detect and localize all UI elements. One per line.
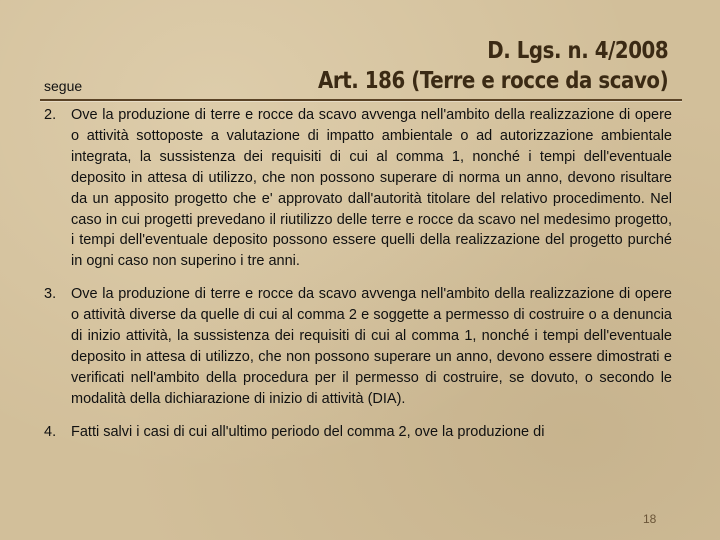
item-number: 2. <box>44 107 57 123</box>
item-text: Ove la produzione di terre e rocce da scavo avvenga nell'ambito della realizzazione di opere o attività sottoposte a valutazione di impatto ambientale o ad autorizzazione ambientale integrata, la sussistenza dei requisiti di cui al comma 1, nonché i tempi dell'eventuale deposito in attesa di utilizzo, che non possono superare di norma un anno, devono risultare da un apposito progetto che e' approvato dall'autorità titolare del relativo procedimento. Nel caso in cui progetti prevedano il riutilizzo delle terre e rocce da scavo nel medesimo progetto, i tempi dell'eventuale deposito possono essere quelli della realizzazione del progetto purché in ogni caso non superino i tre anni. <box>71 107 672 270</box>
title-law-reference: D. Lgs. n. 4/2008 <box>487 38 668 64</box>
slide-title <box>318 36 668 96</box>
list-item-comma-2 <box>44 105 672 272</box>
title-article: Art. 186 (Terre e rocce da scavo) <box>317 68 668 94</box>
item-text: Ove la produzione di terre e rocce da scavo avvenga nell'ambito della realizzazione di opere o attività diverse da quelle di cui al comma 2 e soggette a permesso di costruire o a denuncia di inizio attività, la sussistenza dei requisiti di cui al comma 1, nonché i tempi dell'eventuale deposito in attesa di utilizzo, che non possono superare un anno, devono essere dimostrati e verificati nell'ambito della procedura per il permesso di costruire, se dovuto, o secondo le modalità della dichiarazione di inizio di attività (DIA). <box>71 286 672 407</box>
item-text: Fatti salvi i casi di cui all'ultimo periodo del comma 2, ove la produzione di <box>71 423 545 440</box>
article-content <box>44 105 672 455</box>
list-item-comma-3 <box>44 284 672 409</box>
list-item-comma-4 <box>44 422 672 443</box>
page-number: 18 <box>643 512 657 526</box>
item-number: 4. <box>44 423 57 440</box>
segue-label: segue <box>44 78 83 94</box>
item-number: 3. <box>44 286 57 303</box>
title-divider <box>40 99 682 101</box>
